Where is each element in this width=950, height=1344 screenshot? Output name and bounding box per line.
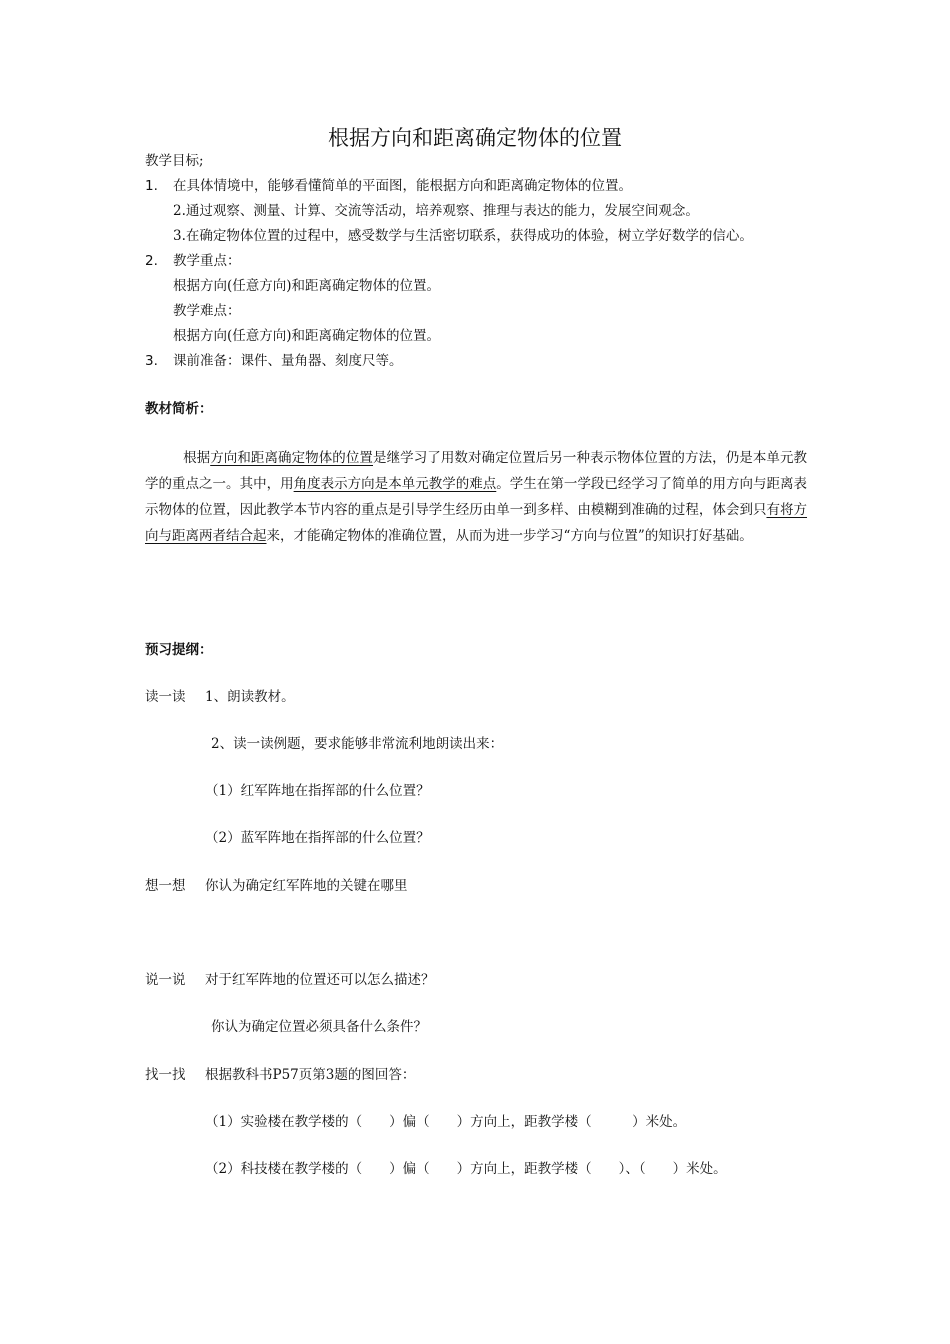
say-label: 说一说: [145, 972, 186, 988]
analysis-heading: 教材简析：: [145, 401, 213, 417]
read-item-2: 2、读一读例题，要求能够非常流利地朗读出来：: [211, 736, 504, 752]
key-point-heading: 教学重点：: [173, 253, 241, 269]
list-number-1: 1.: [145, 178, 158, 194]
find-label: 找一找: [145, 1067, 186, 1083]
read-question-1: （1）红军阵地在指挥部的什么位置？: [205, 783, 430, 799]
analysis-text-c: 。学生在第一学段已经学习了简单的用方向与距离表示物体的位置，因此教学本节内容的重点是引导学生经历由单一到多样、由模糊到准确的过程，体会到只: [145, 476, 808, 518]
analysis-text-d: 来，才能确定物体的准确位置，从而为进一步学习“方向与位置”的知识打好基础。: [266, 528, 753, 544]
preparation-text: 课前准备：课件、量角器、刻度尺等。: [173, 353, 403, 369]
analysis-text-a: 根据: [183, 450, 211, 466]
list-number-2: 2.: [145, 253, 158, 269]
preview-heading: 预习提纲：: [145, 642, 213, 658]
find-question-1: （1）实验楼在教学楼的（ ）偏（ ）方向上，距教学楼（ ）米处。: [205, 1114, 687, 1130]
objective-item-1: 在具体情境中，能够看懂简单的平面图，能根据方向和距离确定物体的位置。: [173, 178, 632, 194]
read-question-2: （2）蓝军阵地在指挥部的什么位置？: [205, 830, 430, 846]
analysis-underline-2: 角度表示方向是本单元教学的难点: [293, 476, 497, 492]
find-text: 根据教科书P57页第3题的图回答：: [205, 1067, 416, 1083]
analysis-paragraph: [145, 445, 807, 549]
say-item-1: 对于红军阵地的位置还可以怎么描述？: [205, 972, 435, 988]
analysis-underline-1: 方向和距离确定物体的位置: [210, 450, 373, 466]
say-item-2: 你认为确定位置必须具备什么条件？: [211, 1019, 427, 1035]
objectives-heading: 教学目标;: [145, 153, 204, 169]
objective-item-3: 3.在确定物体位置的过程中，感受数学与生活密切联系，获得成功的体验，树立学好数学的信心。: [173, 228, 753, 244]
page-title: 根据方向和距离确定物体的位置: [328, 126, 622, 150]
read-label: 读一读: [145, 689, 186, 705]
analysis-text-b: 是继学习了用数对确定位置后另一种表示物体位置的方法，仍是本单元教学的重点之一。其中，用: [145, 450, 808, 492]
think-label: 想一想: [145, 878, 186, 894]
read-item-1: 1、朗读教材。: [205, 689, 295, 705]
find-question-2: （2）科技楼在教学楼的（ ）偏（ ）方向上，距教学楼（ ）、（ ）米处。: [205, 1161, 727, 1177]
think-text: 你认为确定红军阵地的关键在哪里: [205, 878, 408, 894]
objective-item-2: 2.通过观察、测量、计算、交流等活动，培养观察、推理与表达的能力，发展空间观念。: [173, 203, 699, 219]
difficulty-text: 根据方向(任意方向)和距离确定物体的位置。: [173, 328, 441, 344]
list-number-3: 3.: [145, 353, 158, 369]
key-point-text: 根据方向(任意方向)和距离确定物体的位置。: [173, 278, 441, 294]
difficulty-heading: 教学难点：: [173, 303, 241, 319]
analysis-underline-3: 有将方向与距离两者结合起: [145, 502, 808, 544]
